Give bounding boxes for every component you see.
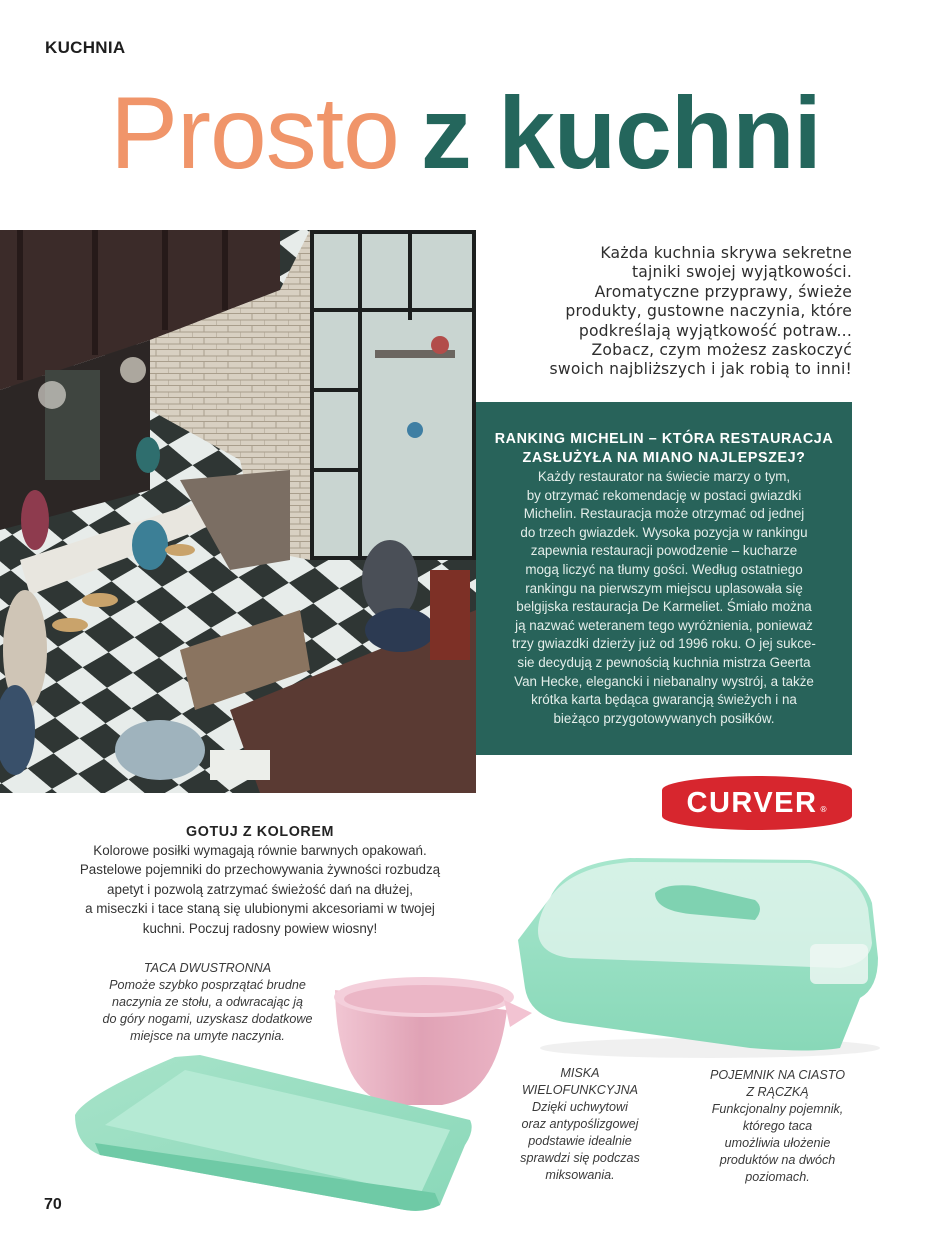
- body-line: ją nazwać weteranem tego wyróżnienia, ponieważ: [515, 617, 813, 633]
- desc-line: do góry nogami, uzyskasz dodatkowe: [102, 1012, 313, 1026]
- desc-line: Pomoże szybko posprzątać brudne: [109, 978, 306, 992]
- intro-line: Zobacz, czym możesz zaskoczyć: [591, 341, 852, 360]
- body-line: sie decydują z pewnością kuchnia mistrza Geerta: [517, 654, 811, 670]
- desc-line: sprawdzi się podczas: [520, 1151, 640, 1165]
- body-line: belgijska restauracja De Karmeliet. Śmiało można: [516, 599, 812, 615]
- bowl-caption: [505, 1065, 655, 1184]
- intro-line: produkty, gustowne naczynia, które: [565, 302, 852, 321]
- product-name: TACA DWUSTRONNA: [143, 961, 272, 975]
- body-line: a miseczki i tace staną się ulubionymi akcesoriami w twojej: [85, 901, 435, 917]
- desc-line: produktów na dwóch: [719, 1153, 836, 1167]
- body-line: Każdy restaurator na świecie marzy o tym,: [537, 469, 791, 484]
- intro-line: Aromatyczne przyprawy, świeże: [594, 282, 852, 301]
- desc-line: naczynia ze stołu, a odwracając ją: [111, 995, 304, 1009]
- body-line: Van Hecke, elegancki i niebanalny wystrój, a także: [514, 673, 814, 689]
- desc-line: podstawie idealnie: [528, 1134, 632, 1148]
- desc-line: oraz antypoślizgowej: [521, 1117, 639, 1131]
- body-line: by otrzymać rekomendację w postaci gwiazdki: [526, 487, 802, 503]
- intro-line: tajniki swojej wyjątkowości.: [631, 263, 852, 282]
- tray-image: [75, 1055, 475, 1219]
- body-line: krótka karta będąca gwarancją świeżych i na: [531, 692, 797, 708]
- brand-name: CURVER: [686, 786, 818, 819]
- desc-line: Funkcjonalny pojemnik,: [711, 1102, 844, 1116]
- intro-line: swoich najbliższych i jak robią to inni!: [549, 360, 852, 379]
- section-label: KUCHNIA: [45, 38, 126, 57]
- desc-line: Dzięki uchwytowi: [532, 1100, 628, 1114]
- title-line: RANKING MICHELIN – KTÓRA RESTAURACJA: [494, 431, 834, 447]
- body-line: Michelin. Restauracja może otrzymać od jednej: [523, 506, 805, 522]
- cake-container-image: [510, 848, 885, 1062]
- body-line: do trzech gwiazdek. Wysoka pozycja w rankingu: [520, 524, 808, 540]
- body-line: apetyt i pozwolą zatrzymać świeżość dań na dłużej,: [107, 881, 413, 897]
- registered-mark: ®: [819, 804, 828, 814]
- cafe-interior-photo: [0, 230, 476, 793]
- product-name: Z RĄCZKĄ: [746, 1085, 809, 1099]
- tray-caption: [65, 960, 350, 1045]
- desc-line: umożliwia ułożenie: [724, 1136, 831, 1150]
- kolor-section: [45, 823, 475, 938]
- michelin-box-title: [486, 430, 842, 467]
- title-line: ZASŁUŻYŁA NA MIANO NAJLEPSZEJ?: [522, 449, 806, 466]
- intro-line: podkreślają wyjątkowość potraw...: [578, 321, 852, 340]
- desc-line: którego taca: [742, 1119, 813, 1133]
- desc-line: poziomach.: [745, 1170, 810, 1184]
- product-name: POJEMNIK NA CIASTO: [709, 1068, 846, 1082]
- cake-container-caption: [700, 1067, 855, 1186]
- kolor-body: [45, 841, 475, 938]
- body-line: Pastelowe pojemniki do przechowywania żywności rozbudzą: [79, 862, 441, 878]
- body-line: bieżąco przygotowywanych posiłków.: [553, 710, 775, 726]
- body-line: trzy gwiazdki dzierży już od 1996 roku. O jej sukce-: [512, 636, 816, 652]
- intro-text: [472, 244, 852, 380]
- body-line: rankingu na pierwszym miejscu uplasowała się: [525, 580, 803, 596]
- page-title: [110, 76, 821, 190]
- body-line: mogą liczyć na tłumy gości. Według ostatniego: [525, 561, 803, 577]
- page-number: 70: [44, 1196, 62, 1213]
- product-name: MISKA WIELOFUNKCYJNA: [521, 1066, 639, 1097]
- title-part-2: z kuchni: [420, 76, 821, 190]
- desc-line: miksowania.: [545, 1168, 615, 1182]
- michelin-box-body: [486, 468, 842, 728]
- body-line: Kolorowe posiłki wymagają równie barwnych opakowań.: [93, 843, 427, 858]
- intro-line: Każda kuchnia skrywa sekretne: [600, 244, 852, 262]
- desc-line: miejsce na umyte naczynia.: [130, 1029, 285, 1043]
- body-line: zapewnia restauracji powodzenie – kucharze: [530, 543, 798, 559]
- body-line: kuchni. Poczuj radosny powiew wiosny!: [142, 920, 378, 936]
- curver-logo: [662, 776, 852, 830]
- title-part-1: Prosto: [110, 76, 399, 190]
- kolor-title: GOTUJ Z KOLOREM: [186, 824, 334, 840]
- michelin-info-box: [476, 402, 852, 755]
